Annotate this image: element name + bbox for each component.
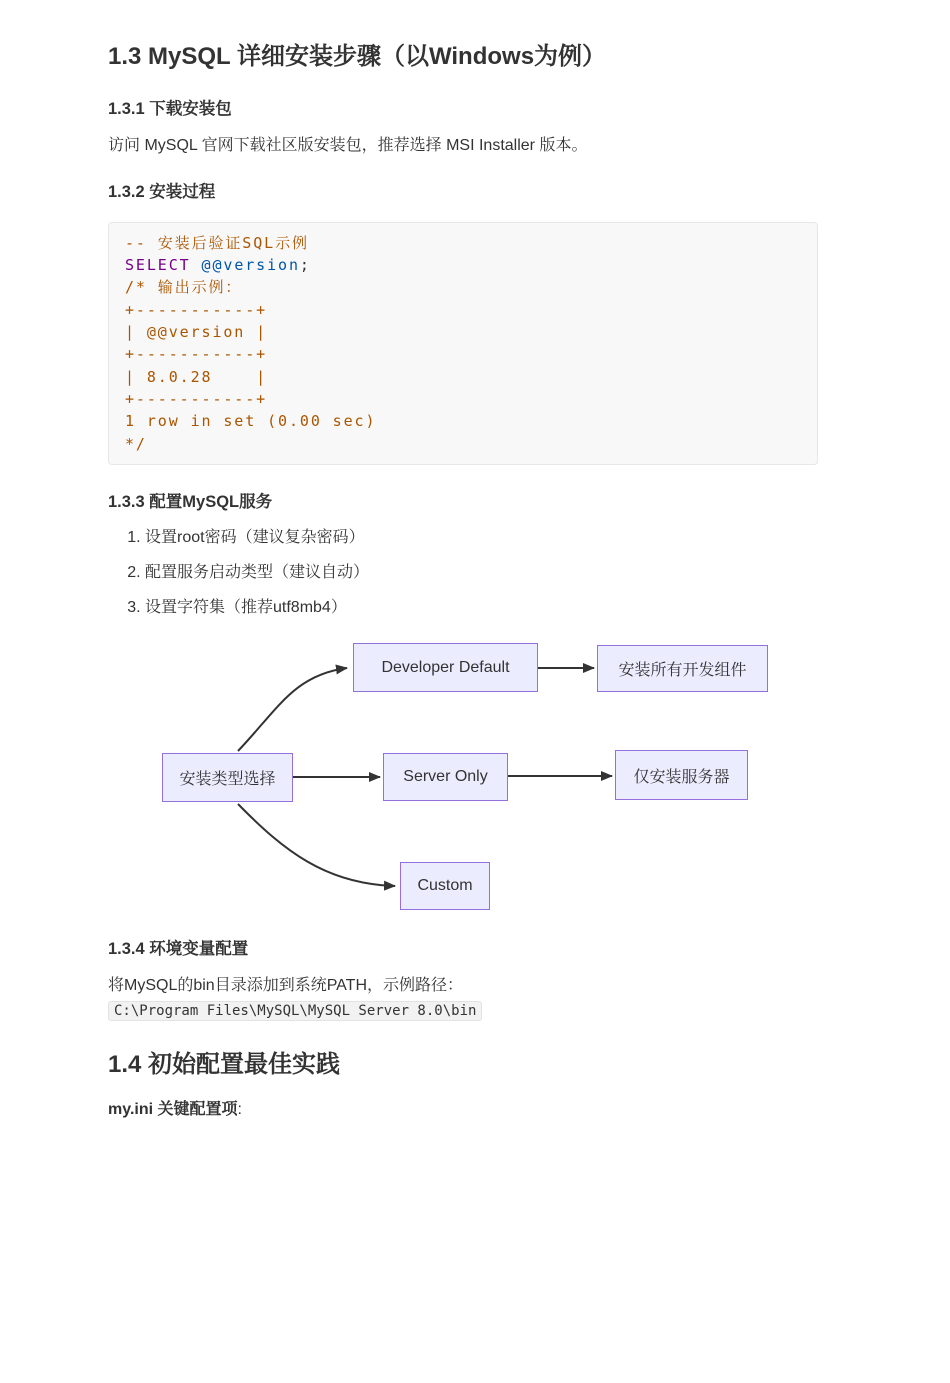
- heading-download-package: 1.3.1 下载安装包: [108, 100, 232, 118]
- sql-comment: 1 row in set (0.00 sec): [125, 412, 377, 431]
- arrow-root-to-custom: [238, 804, 395, 886]
- code-line: [125, 276, 801, 298]
- code-line: [125, 232, 801, 254]
- sql-comment: -- 安装后验证SQL示例: [125, 233, 309, 252]
- code-line: [125, 366, 801, 388]
- heading-install-process: 1.3.2 安装过程: [108, 183, 216, 202]
- list-item: 2. 配置服务启动类型（建议自动）: [145, 564, 818, 582]
- code-line: [125, 410, 801, 432]
- myini-suffix: :: [237, 1101, 242, 1119]
- sql-comment: +-----------+: [125, 389, 268, 408]
- code-line: [125, 299, 801, 321]
- flow-node-server-only: Server Only: [383, 753, 508, 801]
- heading-env-variables: 1.3.4 环境变量配置: [108, 940, 249, 959]
- sql-punctuation: ;: [299, 256, 311, 275]
- list-item: 3. 设置字符集（推荐utf8mb4）: [145, 599, 818, 617]
- flow-node-developer-result: 安装所有开发组件: [597, 645, 768, 692]
- code-line: [125, 321, 801, 343]
- sql-comment: +-----------+: [125, 300, 268, 319]
- env-path-text: 将MySQL的bin目录添加到系统PATH，示例路径：: [108, 976, 463, 994]
- sql-comment: | 8.0.28 |: [125, 367, 268, 386]
- heading-configure-service: 1.3.3 配置MySQL服务: [108, 492, 273, 511]
- flow-node-custom: Custom: [400, 862, 490, 910]
- paragraph-myini: [108, 1097, 818, 1123]
- document-body: [108, 42, 818, 1123]
- flow-node-developer-default: Developer Default: [353, 643, 538, 692]
- flow-node-server-result: 仅安装服务器: [615, 750, 748, 800]
- flow-node-install-type: 安装类型选择: [162, 753, 293, 802]
- code-line: [125, 254, 801, 276]
- myini-bold-text: my.ini 关键配置项: [108, 1101, 238, 1119]
- code-line: [125, 388, 801, 410]
- install-type-flowchart: [108, 637, 818, 915]
- sql-space: [191, 256, 202, 274]
- heading-install-steps: 1.3 MySQL 详细安装步骤（以Windows为例）: [108, 43, 607, 70]
- code-line: [125, 433, 801, 455]
- inline-code-mysql-bin-path: C:\Program Files\MySQL\MySQL Server 8.0\bin: [108, 1001, 482, 1021]
- heading-best-practice: 1.4 初始配置最佳实践: [108, 1051, 341, 1079]
- config-steps-list: [108, 529, 818, 616]
- list-item: 1. 设置root密码（建议复杂密码）: [145, 529, 818, 547]
- arrow-root-to-developer-default: [238, 668, 347, 751]
- paragraph-env-path: [108, 973, 818, 1024]
- sql-variable: @@version: [201, 256, 300, 275]
- sql-comment: | @@version |: [125, 323, 268, 342]
- sql-comment: /* 输出示例：: [125, 278, 243, 297]
- sql-comment: +-----------+: [125, 345, 268, 364]
- sql-keyword: SELECT: [125, 256, 191, 275]
- paragraph-download: 访问 MySQL 官网下载社区版安装包，推荐选择 MSI Installer 版本。: [108, 136, 588, 154]
- sql-comment: */: [125, 434, 147, 453]
- code-line: [125, 343, 801, 365]
- sql-code-block: [108, 222, 818, 465]
